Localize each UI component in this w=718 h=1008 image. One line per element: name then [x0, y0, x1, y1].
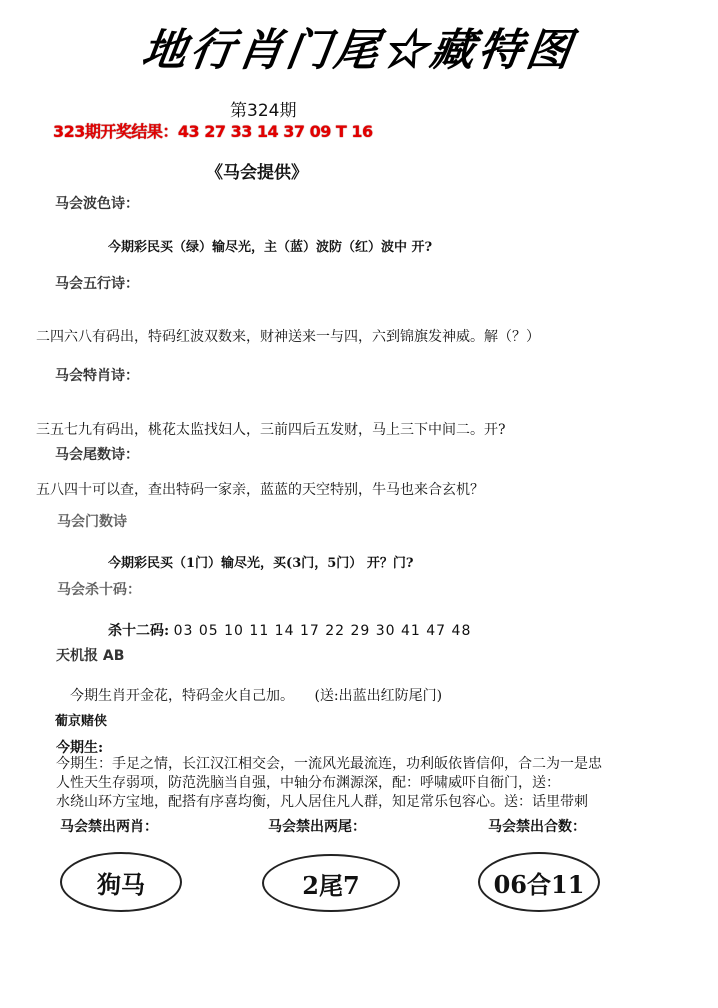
kill-label: 马会杀十码： [57, 582, 141, 598]
banned-combo-ellipse [478, 852, 600, 912]
door-label: 马会门数诗 [57, 514, 127, 530]
kill-numbers: 03 05 10 11 14 17 22 29 30 41 47 48 [173, 623, 472, 639]
tianji-label: 天机报 AB [56, 648, 125, 664]
banned-tail-ellipse [262, 854, 400, 912]
zodiac-label: 马会特肖诗： [55, 368, 139, 384]
wave-poem: 今期彩民买（绿）输尽光，主（蓝）波防（红）波中 开? [108, 240, 433, 255]
today-label: 今期生: [56, 740, 104, 756]
banned-zodiac-label: 马会禁出两肖： [60, 819, 158, 835]
pujing-label: 葡京赌侠 [55, 714, 108, 729]
tianji-text: 今期生肖开金花，特码金火自己加。 [70, 688, 294, 704]
tail-poem: 五八四十可以查，查出特码一家亲，蓝蓝的天空特别，牛马也来合玄机？ [36, 482, 484, 498]
banned-zodiac-ellipse [60, 852, 182, 912]
zodiac-poem: 三五七九有码出，桃花太监找妇人，三前四后五发财，马上三下中间二。开? [36, 422, 506, 438]
five-poem: 二四六八有码出，特码红波双数来，财神送来一与四，六到锦旗发神威。解（？） [36, 329, 540, 345]
banned-tail-value: 2尾7 [302, 870, 360, 900]
door-poem: 今期彩民买（1门）输尽光，买(3门，5门） 开？门? [108, 556, 414, 571]
previous-result: 323期开奖结果：43 27 33 14 37 09 T 16 [53, 122, 373, 141]
today-line-1: 今期生：手足之情，长江汉江相交会，一流风光最流连，功利皈依皆信仰，合二为一是忠 [56, 756, 602, 772]
kill-prefix: 杀十二码: [108, 623, 170, 639]
page-title: 地行肖门尾☆藏特图 [138, 25, 578, 76]
banned-tail-label: 马会禁出两尾： [268, 819, 366, 835]
banned-combo-value: 06合11 [493, 869, 585, 899]
banned-combo-label: 马会禁出合数： [488, 819, 586, 835]
kill-numbers-row [108, 620, 471, 640]
today-line-2: 人性天生存弱项，防范洗脑当自强，中轴分布渊源深，配：呼啸威吓自衙门，送： [56, 775, 560, 791]
provider-label: 《马会提供》 [206, 163, 308, 183]
five-label: 马会五行诗： [55, 276, 139, 292]
wave-label: 马会波色诗： [55, 196, 139, 212]
tianji-row [70, 685, 442, 705]
today-line-3: 水绕山环方宝地，配搭有序喜均衡，凡人居住凡人群，知足常乐包容心。送：话里带刺 [56, 794, 588, 810]
issue-number: 第324期 [230, 101, 297, 121]
tail-label: 马会尾数诗： [55, 447, 139, 463]
tianji-note: (送:出蓝出红防尾门) [314, 688, 443, 704]
banned-zodiac-value: 狗马 [97, 869, 145, 899]
